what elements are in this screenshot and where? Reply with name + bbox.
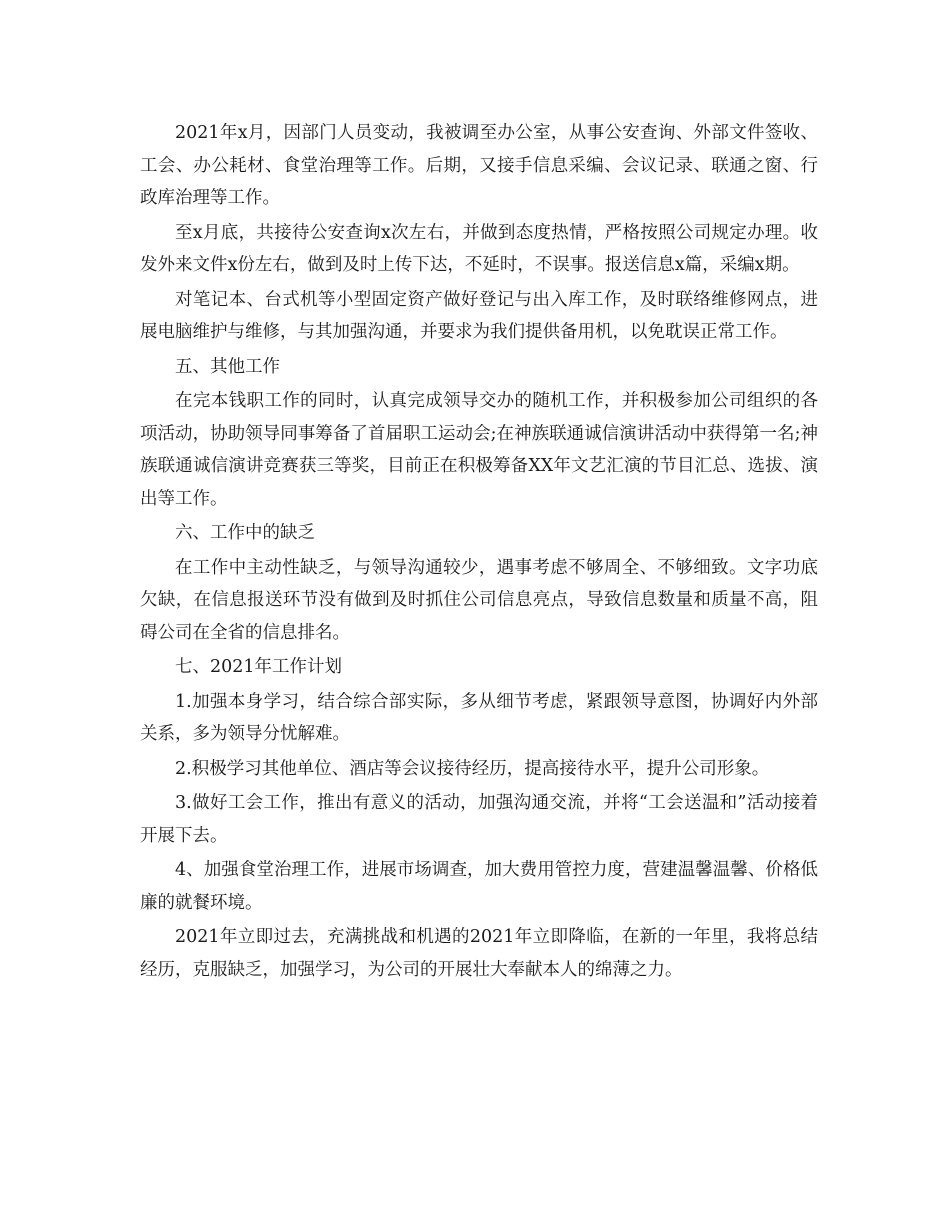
paragraph-shortcomings: 在工作中主动性缺乏，与领导沟通较少，遇事考虑不够周全、不够细致。文字功底欠缺，在信息报送环节没有做到及时抓住公司信息亮点，导致信息数量和质量不高，阻碍公司在全省的信息排名。 bbox=[140, 557, 818, 643]
paragraph-staffing-change: 2021年x月，因部门人员变动，我被调至办公室，从事公安查询、外部文件签收、工会、办公耗材、食堂治理等工作。后期，又接手信息采编、会议记录、联通之窗、行政库治理等工作。 bbox=[140, 123, 818, 208]
plan-item-4: 4、加强食堂治理工作，进展市场调查，加大费用管控力度，营建温馨温馨、价格低廉的就餐环境。 bbox=[140, 860, 818, 913]
paragraph-asset-management: 对笔记本、台式机等小型固定资产做好登记与出入库工作，及时联络维修网点，进展电脑维护与维修，与其加强沟通，并要求为我们提供备用机，以免耽误正常工作。 bbox=[140, 289, 818, 342]
plan-item-2: 2.积极学习其他单位、酒店等会议接待经历，提高接待水平，提升公司形象。 bbox=[175, 758, 770, 779]
plan-item-1: 1.加强本身学习，结合综合部实际，多从细节考虑，紧跟领导意图，协调好内外部关系，多为领导分忧解难。 bbox=[140, 691, 818, 744]
section-heading-work-plan: 七、2021年工作计划 bbox=[175, 657, 343, 677]
section-heading-shortcomings: 六、工作中的缺乏 bbox=[175, 523, 315, 543]
plan-item-3: 3.做好工会工作，推出有意义的活动，加强沟通交流，并将“工会送温和”活动接着开展下去。 bbox=[140, 793, 818, 846]
paragraph-other-work: 在完本钱职工作的同时，认真完成领导交办的随机工作，并积极参加公司组织的各项活动，协助领导同事筹备了首届职工运动会;在神族联通诚信演讲活动中获得第一名;神族联通诚信演讲竞赛获三等奖，目前正在积极筹备XX年文艺汇演的节目汇总、选拔、演出等工作。 bbox=[140, 391, 818, 509]
paragraph-closing: 2021年立即过去，充满挑战和机遇的2021年立即降临，在新的一年里，我将总结经历，克服缺乏，加强学习，为公司的开展壮大奉献本人的绵薄之力。 bbox=[140, 927, 818, 980]
document-body bbox=[140, 117, 818, 988]
paragraph-reception-stats: 至x月底，共接待公安查询x次左右，并做到态度热情，严格按照公司规定办理。收发外来文件x份左右，做到及时上传下达，不延时，不误事。报送信息x篇，采编x期。 bbox=[140, 222, 818, 275]
section-heading-other-work: 五、其他工作 bbox=[175, 356, 280, 377]
